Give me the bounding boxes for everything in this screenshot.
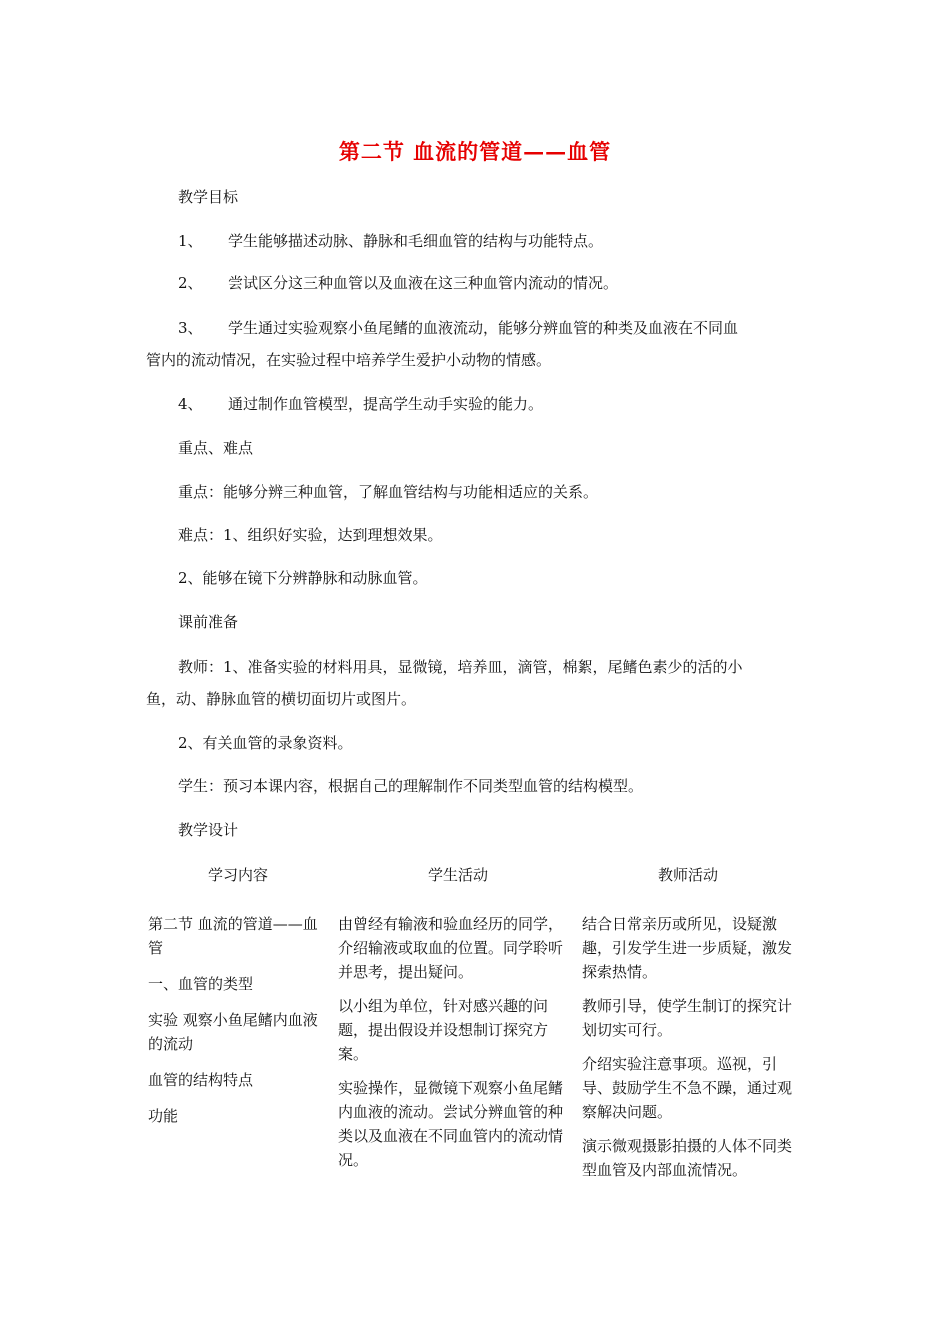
table-cell: 以小组为单位，针对感兴趣的问题，提出假设并设想制订探究方案。 [338, 997, 549, 1063]
table-cell: 血管的结构特点 [148, 1071, 254, 1089]
table-cell: 教师引导，使学生制订的探究计划切实可行。 [582, 997, 793, 1039]
key-point: 重点：能够分辨三种血管，了解血管结构与功能相适应的关系。 [178, 483, 599, 501]
table-cell: 结合日常亲历或所见，设疑激趣，引发学生进一步质疑，激发探索热情。 [582, 915, 793, 981]
objective-number: 2、 [178, 274, 203, 292]
objective-item-1 [178, 230, 603, 252]
design-heading: 教学设计 [178, 821, 239, 839]
objective-text: 学生通过实验观察小鱼尾鳍的血液流动，能够分辨血管的种类及血液在不同血 [228, 319, 739, 337]
prep-teacher-1-continuation: 鱼，动、静脉血管的横切面切片或图片。 [146, 690, 417, 708]
prep-student: 学生：预习本课内容，根据自己的理解制作不同类型血管的结构模型。 [178, 777, 644, 795]
table-cell: 由曾经有输液和验血经历的同学，介绍输液或取血的位置。同学聆听并思考，提出疑问。 [338, 915, 564, 981]
objective-number: 3、 [178, 319, 203, 337]
prep-teacher-1: 教师：1、准备实验的材料用具，显微镜，培养皿，滴管，棉絮，尾鳍色素少的活的小 [178, 658, 743, 676]
objective-item-4 [178, 393, 543, 415]
table-cell: 实验操作，显微镜下观察小鱼尾鳍内血液的流动。尝试分辨血管的种类以及血液在不同血管内的流动情况。 [338, 1079, 564, 1169]
objective-item-2 [178, 272, 618, 294]
prep-heading: 课前准备 [178, 613, 239, 631]
objective-text: 通过制作血管模型，提高学生动手实验的能力。 [228, 395, 544, 413]
objectives-heading: 教学目标 [178, 188, 239, 206]
objective-text: 尝试区分这三种血管以及血液在这三种血管内流动的情况。 [228, 274, 619, 292]
table-cell: 第二节 血流的管道——血管 [148, 915, 318, 957]
objective-number: 1、 [178, 232, 203, 250]
table-cell: 功能 [148, 1107, 179, 1125]
objective-item-3 [178, 317, 738, 339]
prep-teacher-2: 2、有关血管的录象资料。 [178, 734, 353, 752]
table-cell: 演示微观摄影拍摄的人体不同类型血管及内部血流情况。 [582, 1137, 793, 1179]
table-column-content [148, 912, 328, 1140]
keypoints-heading: 重点、难点 [178, 439, 254, 457]
objective-text: 学生能够描述动脉、静脉和毛细血管的结构与功能特点。 [228, 232, 604, 250]
page-title: 第二节 血流的管道——血管 [338, 139, 612, 164]
table-column-student [338, 912, 574, 1182]
difficult-point-1: 难点：1、组织好实验，达到理想效果。 [178, 526, 443, 544]
objective-number: 4、 [178, 395, 203, 413]
table-cell: 实验 观察小鱼尾鳍内血液的流动 [148, 1011, 318, 1053]
difficult-point-2: 2、能够在镜下分辨静脉和动脉血管。 [178, 569, 428, 587]
table-column-teacher [582, 912, 804, 1192]
table-cell: 一、血管的类型 [148, 975, 254, 993]
table-header-teacher: 教师活动 [658, 866, 719, 884]
table-cell: 介绍实验注意事项。巡视，引导、鼓励学生不急不躁，通过观察解决问题。 [582, 1055, 793, 1121]
objective-item-3-continuation: 管内的流动情况，在实验过程中培养学生爱护小动物的情感。 [146, 351, 552, 369]
table-header-content: 学习内容 [208, 866, 269, 884]
table-header-student: 学生活动 [428, 866, 489, 884]
